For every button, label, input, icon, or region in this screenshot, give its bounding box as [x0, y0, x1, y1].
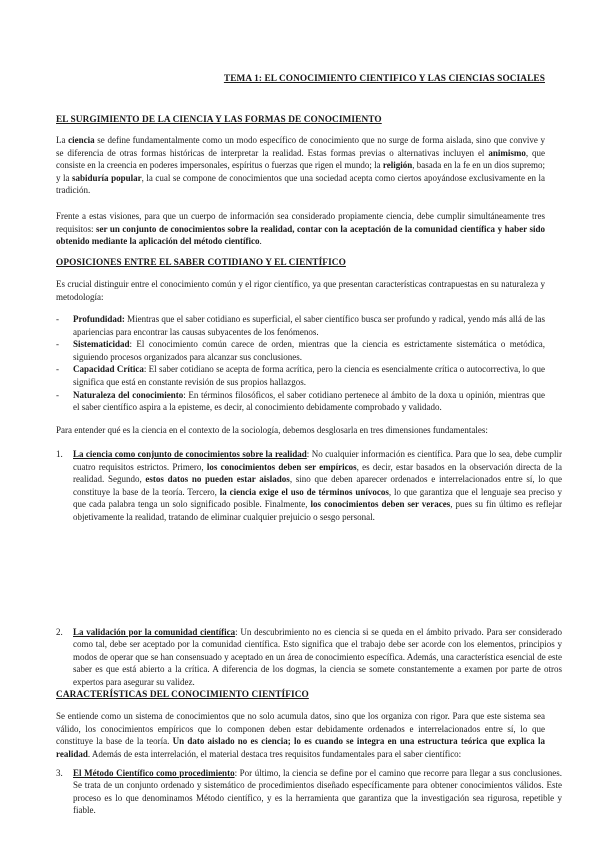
paragraph-requisitos-ciencia: Frente a estas visiones, para que un cuerpo de información sea considerado propiamente ciencia, debe cumplir simultáneamente tres requisitos: ser un conjunto de conocimientos sobre la realidad, contar con la aceptación de la comunidad científica y haber sido obtenido mediante la aplicación del método científico.	[56, 211, 545, 247]
section-heading-caracteristicas: CARACTERÍSTICAS DEL CONOCIMIENTO CIENTÍFICO	[56, 690, 309, 700]
paragraph-oposiciones-intro: Es crucial distinguir entre el conocimiento común y el rigor científico, ya que presentan características contrapuestas en su naturaleza y metodología:	[56, 279, 545, 302]
list-item: - Sistematicidad: El conocimiento común carece de orden, mientras que la ciencia es estrictamente sistemática o metódica, siguiendo procesos organizados para alcanzar sus conclusiones.	[56, 339, 545, 362]
list-item: - Naturaleza del conocimiento: En términos filosóficos, el saber cotidiano pertenece al ámbito de la doxa u opinión, mientras que el saber científico aspira a la episteme, es decir, al conocimiento debidamente comprobado y validado.	[56, 389, 545, 413]
numbered-item-2: 2. La validación por la comunidad científica: Un descubrimiento no es ciencia si se queda en el ámbito privado. Para ser considerado como tal, debe ser aceptado por la comunidad científica. Esto significa que el trabajo debe ser acorde con los elementos, principios y modos de operar que se han consensuado y aceptado en un área de conocimiento específica. Además, una característica esencial de este saber es que está abierto a la crítica. A diferencia de los dogmas, la ciencia se somete constantemente a examen por parte de otros expertos para asegurar su validez.	[56, 626, 562, 687]
numbered-item-1: 1. La ciencia como conjunto de conocimientos sobre la realidad: No cualquier información es científica. Para que lo sea, debe cumplir cuatro requisitos estrictos. Primero, los conocimientos deben ser empíricos, es decir, estar basados en la observación directa de la realidad. Segundo, estos datos no pueden estar aislados, sino que deben aparecer ordenados e interrelacionados entre sí, lo que constituye la base de la teoría. Tercero, la ciencia exige el uso de términos unívocos, lo que garantiza que el lenguaje sea preciso y que cada palabra tenga un solo significado posible. Finalmente, los conocimientos deben ser veraces, pues su fin último es reflejar objetivamente la realidad, tratando de eliminar cualquier prejuicio o sesgo personal.	[56, 449, 563, 522]
list-item: - Profundidad: Mientras que el saber cotidiano es superficial, el saber científico busca ser profundo y radical, yendo más allá de las apariencias para encontrar las causas subyacentes de los fenómenos.	[56, 314, 545, 337]
section-heading-oposiciones: OPOSICIONES ENTRE EL SABER COTIDIANO Y EL CIENTÍFICO	[56, 258, 346, 268]
document-title: TEMA 1: EL CONOCIMIENTO CIENTIFICO Y LAS CIENCIAS SOCIALES	[223, 74, 545, 84]
numbered-item-3: 3. El Método Científico como procedimiento: Por último, la ciencia se define por el camino que recorre para llegar a sus conclusiones. Se trata de un conjunto ordenado y sistemático de procedimientos diseñado específicamente para obtener conocimientos válidos. Este proceso es lo que denominamos Método científico, y es la herramienta que garantiza que la investigación sea rigurosa, repetible y fiable.	[56, 767, 562, 816]
paragraph-dimensiones-intro: Para entender qué es la ciencia en el contexto de la sociología, debemos desglosarla en tres dimensiones fundamentales:	[56, 425, 488, 435]
list-item: - Capacidad Crítica: El saber cotidiano se acepta de forma acrítica, pero la ciencia es esencialmente crítica o autocorrectiva, lo que significa que está en constante revisión de sus propios hallazgos.	[56, 364, 546, 387]
bullet-marker: -	[56, 339, 59, 350]
paragraph-caracteristicas: Se entiende como un sistema de conocimientos que no solo acumula datos, sino que los organiza con rigor. Para que este sistema sea válido, los conocimientos empíricos que lo componen deben estar debidamente ordenados e interrelacionados entre sí, lo que constituye la base de la teoría. Un dato aislado no es ciencia; lo es cuando se integra en una estructura teórica que explica la realidad. Además de esta interrelación, el material destaca tres requisitos fundamentales para el saber científico:	[56, 711, 545, 759]
bullet-marker: -	[56, 364, 59, 375]
bullet-list-oposiciones	[56, 313, 545, 414]
bullet-marker: -	[56, 314, 59, 324]
bullet-marker: -	[56, 389, 59, 400]
section-heading-surgimiento: EL SURGIMIENTO DE LA CIENCIA Y LAS FORMAS DE CONOCIMIENTO	[56, 115, 382, 125]
paragraph-ciencia-definicion: La ciencia se define fundamentalmente como un modo específico de conocimiento que no surge de forma aislada, sino que convive y se diferencia de otras formas históricas de interpretar la realidad. Estas formas previas o alternativas incluyen el animismo, que consiste en la creencia en poderes impersonales, espíritus o fuerzas que rigen el mundo; la religión, basada en la fe en un dios supremo; y la sabiduría popular, la cual se compone de conocimientos que una sociedad acepta como ciertos apoyándose exclusivamente en la tradición.	[56, 135, 546, 196]
